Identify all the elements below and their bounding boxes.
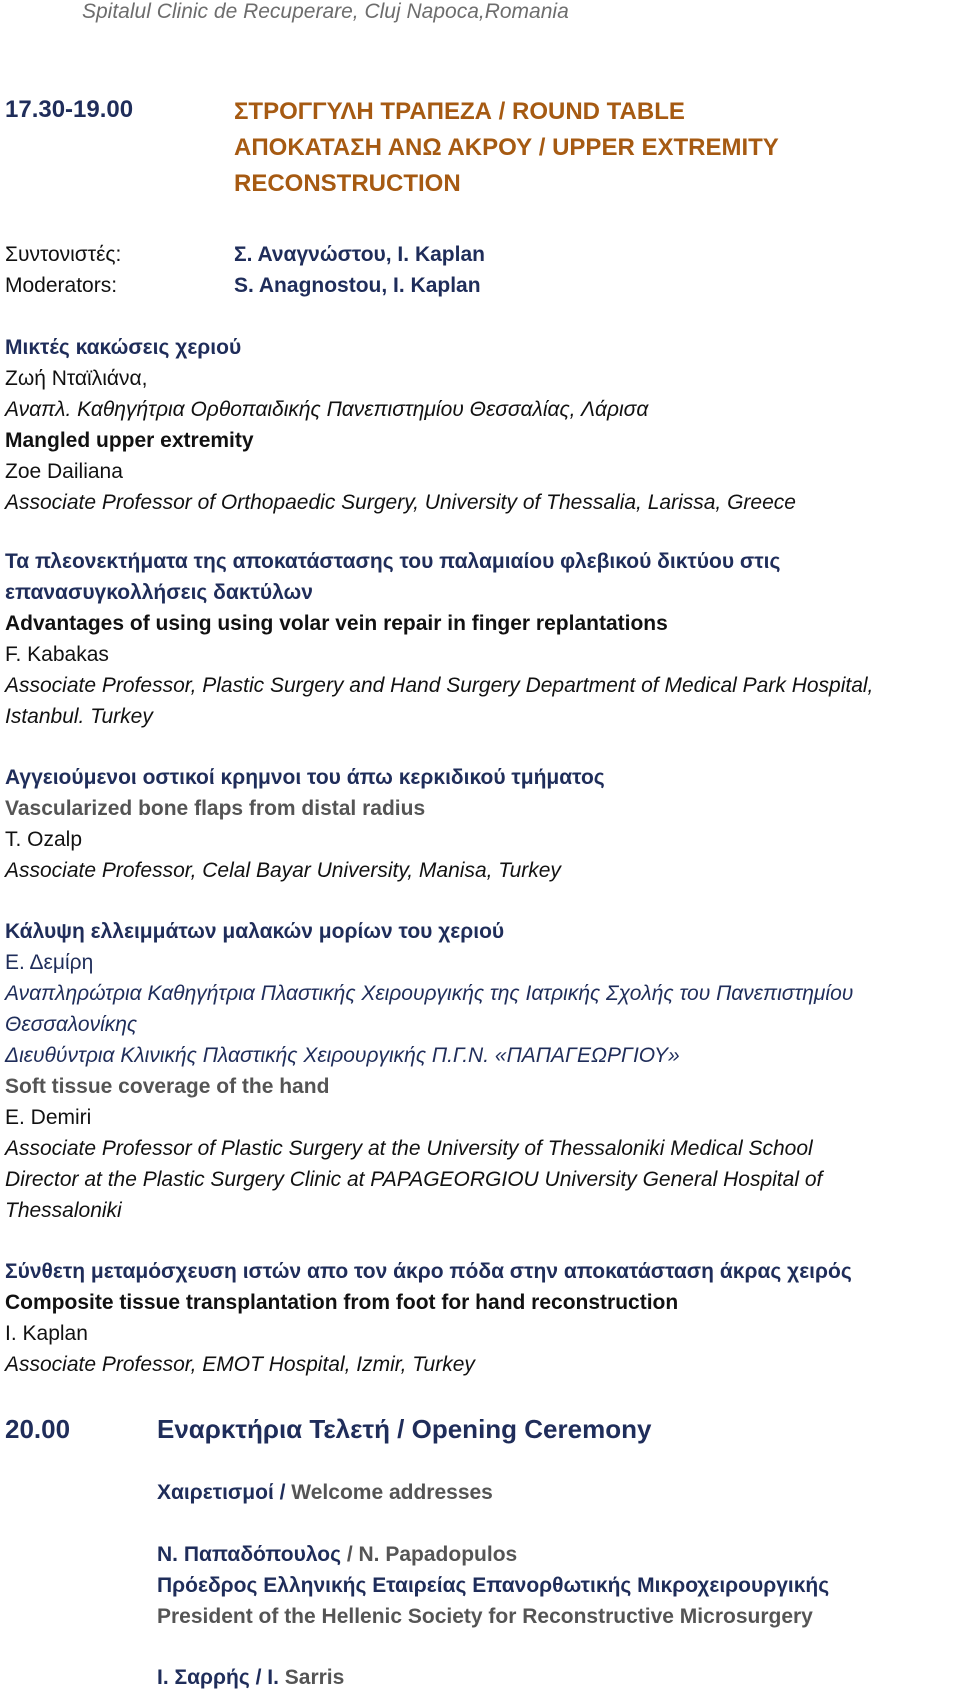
talk-1-title-gr: Μικτές κακώσεις χεριού (5, 336, 242, 359)
speaker-1-name-en: / N. Papadopulos (341, 1543, 518, 1566)
talk-4-affil-gr-2: Θεσσαλονίκης (5, 1013, 138, 1036)
speaker-1-role-gr: Πρόεδρος Ελληνικής Εταιρείας Επανορθωτικής Μικροχειρουργικής (157, 1574, 830, 1597)
talk-5-speaker-en: I. Kaplan (5, 1322, 88, 1345)
welcome-gr: Χαιρετισμοί / (157, 1481, 286, 1504)
talk-4-speaker-gr: Ε. Δεμίρη (5, 951, 94, 974)
ceremony-time: 20.00 (5, 1414, 71, 1444)
moderators-names-en: S. Anagnostou, I. Kaplan (234, 274, 481, 297)
speaker-1-name-gr: Ν. Παπαδόπουλος (157, 1543, 342, 1566)
session-title-line-3: RECONSTRUCTION (234, 170, 461, 197)
talk-4-affil-gr-1: Αναπληρώτρια Καθηγήτρια Πλαστικής Χειρουργικής της Ιατρικής Σχολής του Πανεπιστημίου (5, 982, 854, 1005)
talk-5-affil-en: Associate Professor, EMOT Hospital, Izmir, Turkey (5, 1353, 475, 1376)
talk-4-title-gr: Κάλυψη ελλειμμάτων μαλακών μορίων του χεριού (5, 920, 505, 943)
talk-1-affil-gr: Αναπλ. Καθηγήτρια Ορθοπαιδικής Πανεπιστημίου Θεσσαλίας, Λάρισα (5, 398, 649, 421)
ceremony-title: Εναρκτήρια Τελετή / Opening Ceremony (157, 1414, 652, 1444)
moderators-label-en: Moderators: (5, 274, 118, 297)
talk-1-speaker-gr: Ζωή Νταϊλιάνα, (5, 367, 148, 390)
speaker-2-name (157, 1664, 344, 1692)
talk-4-speaker-en: E. Demiri (5, 1106, 92, 1129)
talk-4-title-en: Soft tissue coverage of the hand (5, 1075, 330, 1098)
talk-4-affil-en-3: Thessaloniki (5, 1199, 122, 1222)
session-time: 17.30-19.00 (5, 96, 134, 123)
speaker-1-role-en: President of the Hellenic Society for Reconstructive Microsurgery (157, 1605, 813, 1628)
talk-4-affil-gr-3: Διευθύντρια Κλινικής Πλαστικής Χειρουργικής Π.Γ.Ν. «ΠΑΠΑΓΕΩΡΓΙΟΥ» (5, 1044, 680, 1067)
session-title-line-1: ΣΤΡΟΓΓΥΛΗ ΤΡΑΠΕΖΑ / ROUND TABLE (234, 98, 685, 125)
talk-2-affil-en-1: Associate Professor, Plastic Surgery and Hand Surgery Department of Medical Park Hospital, (5, 674, 874, 697)
talk-3-affil-en: Associate Professor, Celal Bayar University, Manisa, Turkey (5, 859, 561, 882)
talk-3-speaker-en: T. Ozalp (5, 828, 83, 851)
talk-2-affil-en-2: Istanbul. Turkey (5, 705, 153, 728)
moderators-label-gr: Συντονιστές: (5, 243, 122, 266)
welcome-addresses (157, 1479, 493, 1507)
talk-5-title-gr: Σύνθετη μεταμόσχευση ιστών απο τον άκρο πόδα στην αποκατάσταση άκρας χειρός (5, 1260, 852, 1283)
talk-2-speaker-en: F. Kabakas (5, 643, 109, 666)
talk-4-affil-en-1: Associate Professor of Plastic Surgery at the University of Thessaloniki Medical School (5, 1137, 813, 1160)
talk-3-title-en: Vascularized bone flaps from distal radius (5, 797, 426, 820)
session-title-line-2: ΑΠΟΚΑΤΑΣΗ ΑΝΩ ΑΚΡΟΥ / UPPER EXTREMITY (234, 134, 779, 161)
talk-1-title-en: Mangled upper extremity (5, 429, 254, 452)
talk-3-title-gr: Αγγειούμενοι οστικοί κρημνοι του άπω κερκιδικού τμήματος (5, 766, 605, 789)
talk-2-title-gr-2: επανασυγκολλήσεις δακτύλων (5, 581, 313, 604)
welcome-en: Welcome addresses (285, 1481, 493, 1504)
talk-4-affil-en-2: Director at the Plastic Surgery Clinic at PAPAGEORGIOU University General Hospital of (5, 1168, 823, 1191)
speaker-2-name-gr: Ι. Σαρρής / I. (157, 1666, 279, 1689)
talk-2-title-en: Advantages of using using volar vein repair in finger replantations (5, 612, 668, 635)
speaker-1-name (157, 1541, 517, 1569)
page-header: Spitalul Clinic de Recuperare, Cluj Napoca,Romania (82, 0, 569, 23)
speaker-2-name-en: Sarris (278, 1666, 345, 1689)
talk-2-title-gr-1: Τα πλεονεκτήματα της αποκατάστασης του παλαμιαίου φλεβικού δικτύου στις (5, 550, 781, 573)
talk-1-speaker-en: Zoe Dailiana (5, 460, 123, 483)
talk-5-title-en: Composite tissue transplantation from foot for hand reconstruction (5, 1291, 679, 1314)
moderators-names-gr: Σ. Αναγνώστου, I. Kaplan (234, 243, 485, 266)
talk-1-affil-en: Associate Professor of Orthopaedic Surgery, University of Thessalia, Larissa, Greece (5, 491, 796, 514)
